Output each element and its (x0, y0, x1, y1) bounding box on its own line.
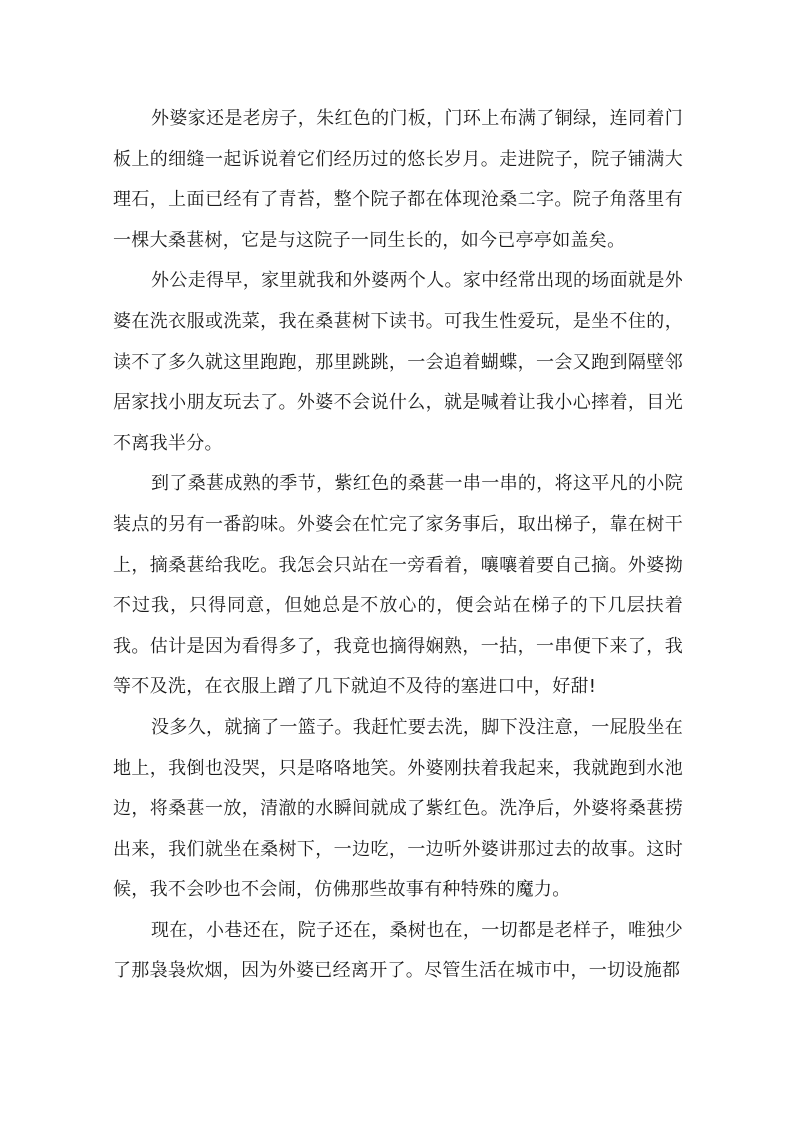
paragraph-5: 现在，小巷还在，院子还在，桑树也在，一切都是老样子，唯独少了那袅袅炊烟，因为外婆已经离开了。尽管生活在城市中，一切设施都 (113, 919, 683, 982)
paragraph-1: 外婆家还是老房子，朱红色的门板，门环上布满了铜绿，连同着门板上的细缝一起诉说着它们经历过的悠长岁月。走进院子，院子铺满大理石，上面已经有了青苔，整个院子都在体现沧桑二字。院子角落里有一棵大桑葚树，它是与这院子一同生长的，如今已亭亭如盖矣。 (113, 108, 683, 251)
paragraph-3: 到了桑葚成熟的季节，紫红色的桑葚一串一串的，将这平凡的小院装点的另有一番韵味。外婆会在忙完了家务事后，取出梯子，靠在树干上，摘桑葚给我吃。我怎会只站在一旁看着，嚷嚷着要自己摘。外婆拗不过我，只得同意，但她总是不放心的，便会站在梯子的下几层扶着我。估计是因为看得多了，我竟也摘得娴熟，一拈，一串便下来了，我等不及洗，在衣服上蹭了几下就迫不及待的塞进口中，好甜! (113, 473, 683, 698)
document-body (113, 99, 683, 992)
paragraph-4: 没多久，就摘了一篮子。我赶忙要去洗，脚下没注意，一屁股坐在地上，我倒也没哭，只是咯咯地笑。外婆刚扶着我起来，我就跑到水池边，将桑葚一放，清澈的水瞬间就成了紫红色。洗净后，外婆将桑葚捞出来，我们就坐在桑树下，一边吃，一边听外婆讲那过去的故事。这时候，我不会吵也不会闹，仿佛那些故事有种特殊的魔力。 (113, 716, 683, 901)
paragraph-2: 外公走得早，家里就我和外婆两个人。家中经常出现的场面就是外婆在洗衣服或洗菜，我在桑葚树下读书。可我生性爱玩，是坐不住的，读不了多久就这里跑跑，那里跳跳，一会追着蝴蝶，一会又跑到隔壁邻居家找小朋友玩去了。外婆不会说什么，就是喊着让我小心摔着，目光不离我半分。 (113, 270, 683, 454)
